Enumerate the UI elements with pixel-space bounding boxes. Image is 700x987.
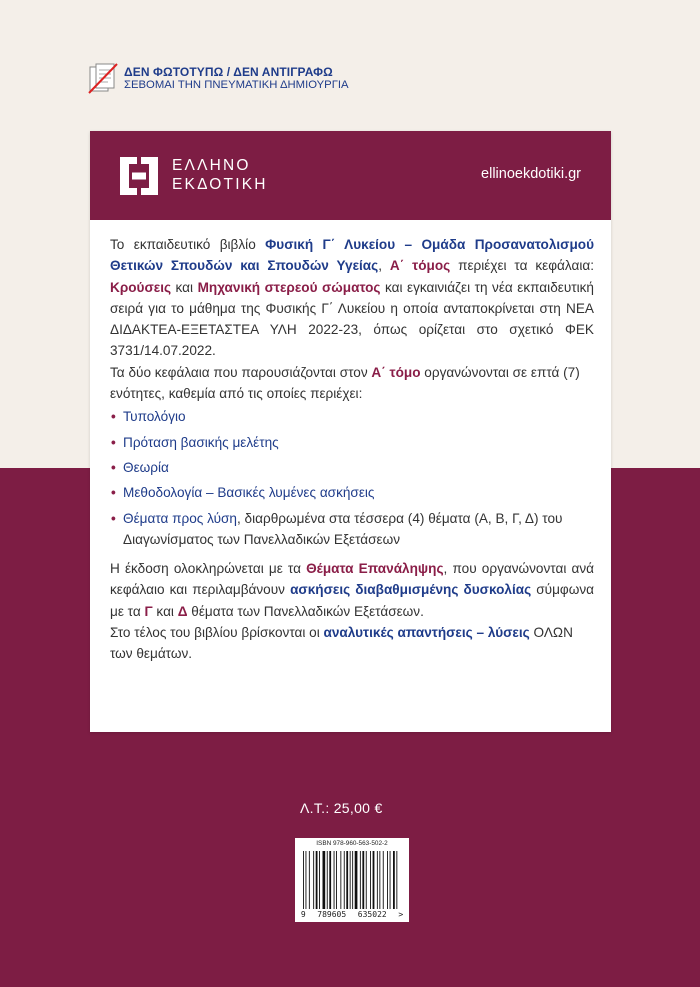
isbn-digit-group: 635022 — [357, 910, 387, 919]
list-item: • Θεωρία — [111, 459, 169, 475]
isbn-digit-group: 789605 — [317, 910, 347, 919]
description-paragraph-2 — [110, 362, 594, 405]
list-item: • Μεθοδολογία – Βασικές λυμένες ασκήσεις — [111, 485, 375, 501]
detailed-answers: αναλυτικές απαντήσεις – λύσεις — [323, 625, 530, 641]
description-paragraph-4 — [110, 622, 594, 665]
isbn-digits — [295, 910, 409, 919]
text: οργανώνονται σε επτά (7) ενότητες, καθεμία από τις οποίες περιέχει: — [110, 364, 580, 402]
text: Στο τέλος του βιβλίου βρίσκονται οι — [110, 625, 324, 641]
book-title: Φυσική Γ΄ Λυκείου – Ομάδα Προσανατολισμού Θετικών Σπουδών και Σπουδών Υγείας — [110, 237, 594, 274]
review-topics: Θέματα Επανάληψης — [306, 561, 444, 577]
unit-label: Τυπολόγιο — [123, 409, 186, 425]
description-paragraph-1 — [110, 234, 594, 362]
text: ΟΛΩΝ των θεμάτων. — [110, 625, 573, 662]
chapter-collisions: Κρούσεις — [110, 279, 172, 295]
isbn-label: ISBN 978-960-563-502-2 — [316, 840, 388, 847]
text: θέματα των Πανελλαδικών Εξετάσεων. — [187, 603, 424, 619]
isbn-digit-group: 9 — [300, 910, 306, 919]
graded-exercises: ασκήσεις διαβαθμισμένης δυσκολίας — [290, 582, 532, 598]
publisher-name-line-2: ΕΚΔΟΤΙΚΗ — [172, 176, 268, 193]
publisher-logo — [120, 157, 268, 195]
unit-label: Θέματα προς λύση — [123, 510, 237, 526]
publisher-website-link[interactable]: ellinoekdotiki.gr — [481, 166, 581, 182]
unit-label: Πρόταση βασικής μελέτης — [123, 434, 279, 450]
text: Η έκδοση ολοκληρώνεται με τα — [110, 561, 307, 577]
topic-delta: Δ — [177, 603, 188, 619]
text: περιέχει τα κεφάλαια: — [450, 258, 594, 274]
text: και — [152, 603, 178, 619]
description-paragraph-3 — [110, 558, 594, 622]
unit-label: Θεωρία — [123, 459, 169, 475]
publisher-name-line-1: ΕΛΛΗΝΟ — [172, 157, 251, 175]
chapter-rigid-body: Μηχανική στερεού σώματος — [197, 279, 381, 295]
copyright-notice — [88, 62, 349, 96]
volume-label: Α΄ τόμο — [371, 364, 421, 380]
volume-label: Α΄ τόμος — [389, 258, 451, 274]
barcode-bars — [303, 851, 401, 909]
publisher-logo-icon — [120, 157, 158, 195]
price-label: Λ.Τ.: 25,00 € — [300, 800, 383, 816]
no-copy-document-icon — [88, 62, 118, 96]
topic-gamma: Γ — [144, 603, 153, 619]
isbn-digit-group: > — [398, 910, 404, 919]
text: και εγκαινιάζει τη νέα εκπαιδευτική σειρά για το μάθημα της Φυσικής Γ΄ Λυκείου η οποία ανταποκρίνεται στη ΝΕΑ ΔΙΔΑΚΤΕΑ-ΕΞΕΤΑΣΤΕΑ ΥΛΗ 2022-23, όπως ορίζεται στο σχετικό ΦΕΚ 3731/14.07.2022. — [110, 279, 594, 359]
text: Τα δύο κεφάλαια που παρουσιάζονται στον — [110, 364, 372, 380]
unit-description: , διαρθρωμένα στα τέσσερα (4) θέματα (Α, Β, Γ, Δ) του Διαγωνίσματος των Πανελλαδικών Εξετάσεων — [123, 510, 563, 547]
text: Το εκπαιδευτικό βιβλίο — [110, 237, 266, 252]
unit-label: Μεθοδολογία – Βασικές λυμένες ασκήσεις — [123, 485, 375, 501]
notice-line-1: ΔΕΝ ΦΩΤΟΤΥΠΩ / ΔΕΝ ΑΝΤΙΓΡΑΦΩ — [124, 64, 333, 79]
text: σύμφωνα με τα — [110, 582, 594, 619]
list-item: • Τυπολόγιο — [111, 409, 186, 425]
isbn-barcode — [295, 838, 409, 922]
notice-line-2: ΣΕΒΟΜΑΙ ΤΗΝ ΠΝΕΥΜΑΤΙΚΗ ΔΗΜΙΟΥΡΓΙΑ — [124, 79, 349, 92]
book-description — [110, 234, 594, 665]
units-list — [110, 406, 594, 550]
publisher-header — [90, 131, 611, 220]
list-item: • Πρόταση βασικής μελέτης — [111, 434, 279, 450]
list-item: • Θέματα προς λύση, διαρθρωμένα στα τέσσερα (4) θέματα (Α, Β, Γ, Δ) του Διαγωνίσματος των Πανελλαδικών Εξετάσεων — [111, 510, 563, 547]
text: , — [378, 258, 390, 274]
back-cover-card — [90, 131, 611, 732]
text: , που οργανώνονται ανά κεφάλαιο και περιλαμβάνουν — [110, 561, 595, 598]
text: και — [171, 279, 198, 295]
